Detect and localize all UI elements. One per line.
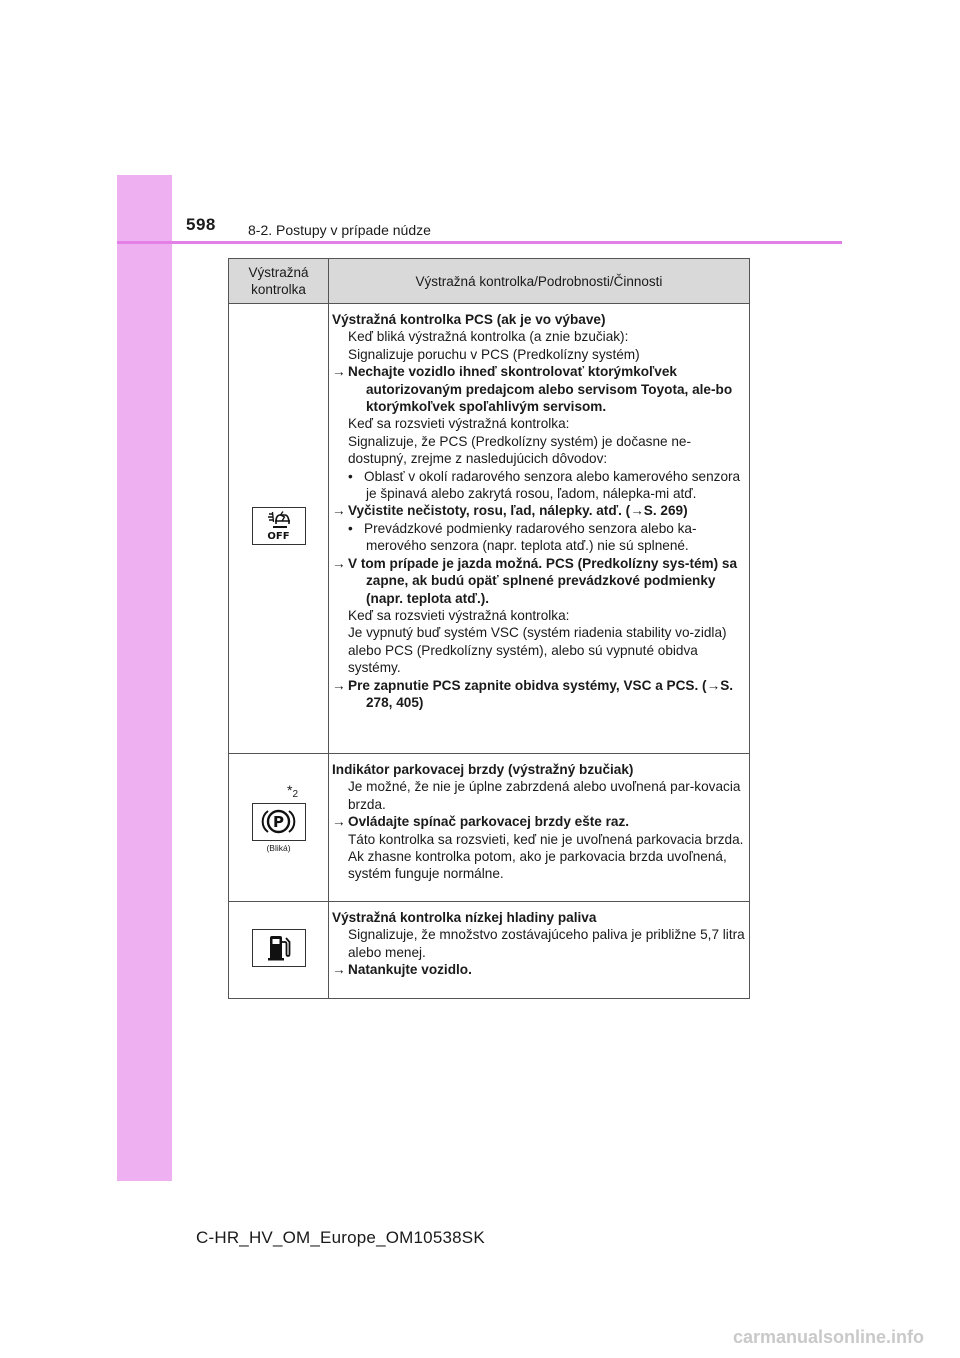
ref-arrow-icon: → xyxy=(706,677,721,693)
arrow-icon: → xyxy=(332,364,346,380)
arrow-icon: → xyxy=(332,503,346,519)
arrow-icon: → xyxy=(332,555,346,571)
pcs-action-3: → V tom prípade je jazda možná. PCS (Predkolízny sys-tém) sa zapne, ak budú opäť splnené prevádzkové podmienky (napr. teplota atď.). xyxy=(332,555,738,606)
svg-text:P: P xyxy=(273,813,284,831)
blink-caption: (Bliká) xyxy=(266,843,291,853)
pcs-text-4: Signalizuje, že PCS (Predkolízny systém) je dočasne ne-dostupný, zrejme z nasledujúcich dôvodov: xyxy=(348,433,692,467)
table-row xyxy=(229,754,750,902)
arrow-icon: → xyxy=(332,962,346,978)
parking-text-1: Je možné, že nie je úplne zabrzdená alebo uvoľnená par-kovacia brzda. xyxy=(348,779,741,812)
fuel-action-1: → Natankujte vozidlo. xyxy=(332,962,472,978)
pcs-bullet-1: • Oblasť v okolí radarového senzora alebo kamerového senzora je špinavá alebo zakrytá rosou, ľadom, nálepka-mi atď. xyxy=(348,468,741,502)
parking-text-2: Táto kontrolka sa rozsvieti, keď nie je uvoľnená parkovacia brzda. Ak zhasne kontrolka potom, ako je parkovacia brzda uvoľnená, systém funguje normálne. xyxy=(348,831,744,882)
header-rule xyxy=(117,241,842,244)
pcs-action-2: → Vyčistite nečistoty, rosu, ľad, nálepky. atď. (→S. 269) xyxy=(332,503,688,519)
parking-icon-cell xyxy=(229,754,329,902)
pcs-detail-cell xyxy=(329,304,750,754)
pcs-icon-cell xyxy=(229,304,329,754)
pcs-warning-icon xyxy=(252,507,306,545)
pcs-text-5: Keď sa rozsvieti výstražná kontrolka: xyxy=(348,607,570,623)
pcs-action-1: → Nechajte vozidlo ihneď skontrolovať ktorýmkoľvek autorizovaným predajcom alebo servisom Toyota, ale-bo ktorýmkoľvek spoľahlivým servisom. xyxy=(332,364,733,415)
document-code: C-HR_HV_OM_Europe_OM10538SK xyxy=(196,1228,485,1247)
arrow-icon: → xyxy=(332,677,346,693)
bullet-icon: • xyxy=(348,520,353,536)
table-row xyxy=(229,902,750,999)
pcs-text-1: Keď bliká výstražná kontrolka (a znie bzučiak): xyxy=(348,329,629,345)
pcs-text-3: Keď sa rozsvieti výstražná kontrolka: xyxy=(348,416,570,432)
pcs-title: Výstražná kontrolka PCS (ak je vo výbave) xyxy=(332,312,606,327)
pcs-off-label: OFF xyxy=(266,531,290,542)
watermark-logo: carmanualsonline.info xyxy=(733,1327,925,1347)
parking-title: Indikátor parkovacej brzdy (výstražný bzučiak) xyxy=(332,762,634,777)
section-title: 8-2. Postupy v prípade núdze xyxy=(248,222,431,238)
fuel-pump-icon xyxy=(252,929,306,967)
table-row xyxy=(229,304,750,754)
column-header-details: Výstražná kontrolka/Podrobnosti/Činnosti xyxy=(329,259,750,304)
chapter-side-tab xyxy=(117,175,172,1181)
fuel-text-1: Signalizuje, že množstvo zostávajúceho paliva je približne 5,7 litra alebo menej. xyxy=(348,927,745,960)
ref-arrow-icon: → xyxy=(630,503,644,519)
parking-brake-icon xyxy=(252,803,306,841)
page-number: 598 xyxy=(186,215,216,234)
parking-detail-cell xyxy=(329,754,750,902)
table-header-row xyxy=(229,259,750,304)
parking-action-1: → Ovládajte spínač parkovacej brzdy ešte raz. xyxy=(332,814,630,830)
pcs-text-6: Je vypnutý buď systém VSC (systém riadenia stability vo-zidla) alebo PCS (Predkolízny systém), alebo sú vypnuté obidva systémy. xyxy=(348,625,727,676)
column-header-light: Výstražná kontrolka xyxy=(229,259,329,304)
pcs-action-4: → Pre zapnutie PCS zapnite obidva systémy, VSC a PCS. (→S. 278, 405) xyxy=(332,677,734,710)
arrow-icon: → xyxy=(332,814,346,830)
fuel-icon-cell xyxy=(229,902,329,999)
bullet-icon: • xyxy=(348,468,353,484)
pcs-text-2: Signalizuje poruchu v PCS (Predkolízny systém) xyxy=(348,346,640,362)
fuel-detail-cell xyxy=(329,902,750,999)
warning-light-table xyxy=(228,258,750,999)
pcs-bullet-2: • Prevádzkové podmienky radarového senzora alebo ka-merového senzora (napr. teplota atď.) nie sú splnené. xyxy=(348,520,697,554)
footnote-marker: $*_2$ xyxy=(287,782,299,800)
fuel-title: Výstražná kontrolka nízkej hladiny paliva xyxy=(332,910,597,925)
